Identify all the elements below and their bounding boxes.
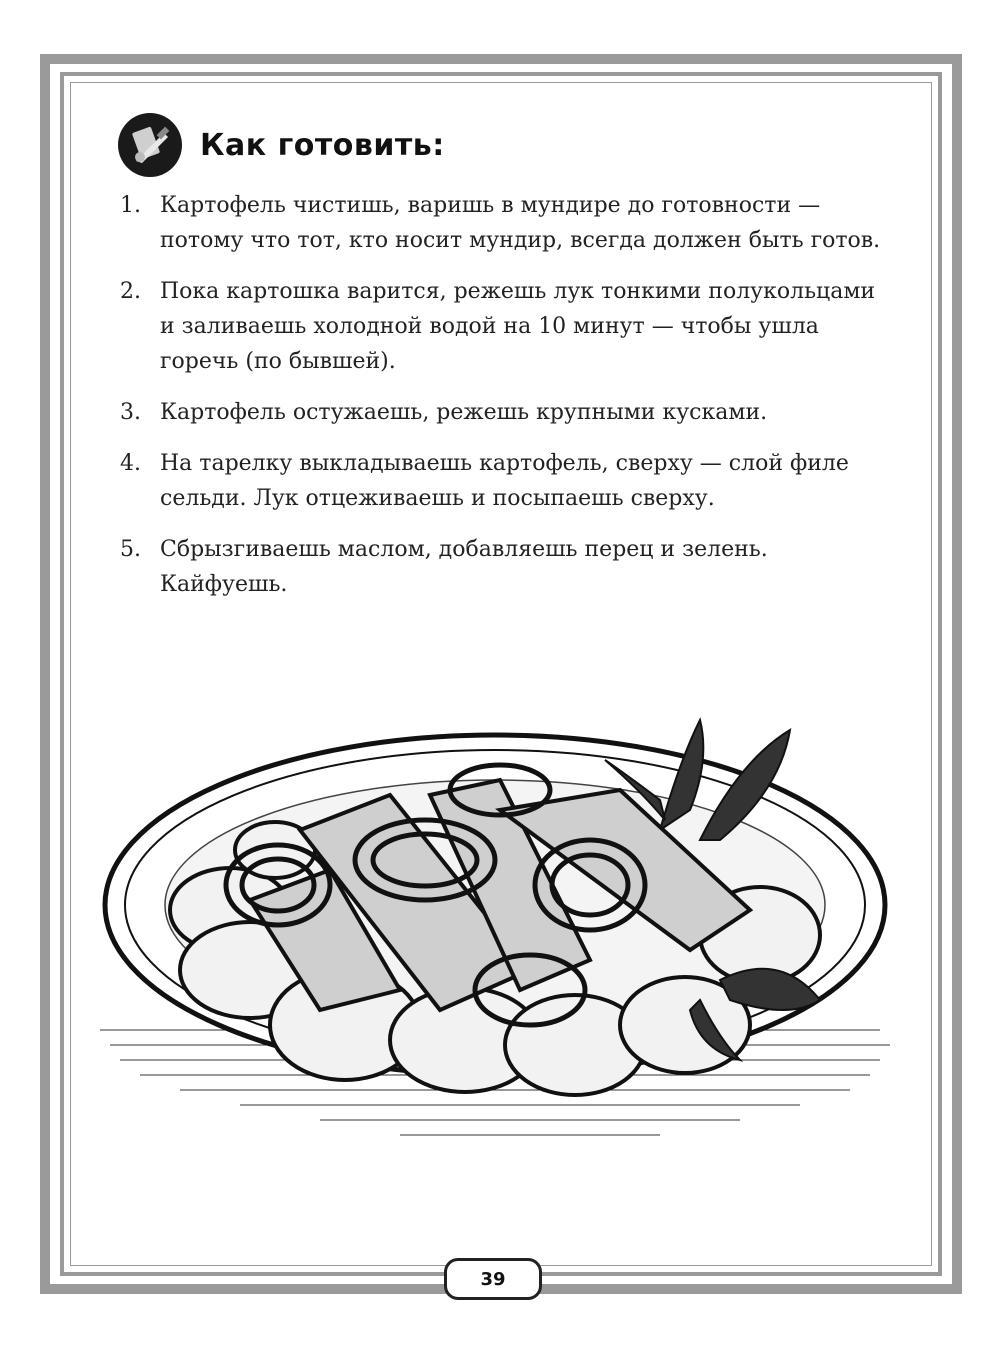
- list-item: [120, 395, 890, 430]
- step-text: Сбрызгиваешь маслом, добавляешь перец и зелень. Кайфуешь.: [160, 537, 768, 597]
- knife-chef-icon: [118, 113, 182, 177]
- step-number: 1.: [120, 193, 141, 218]
- list-item: [120, 188, 890, 258]
- list-item: [120, 446, 890, 516]
- page-title: Как готовить:: [200, 127, 445, 163]
- step-text: Картофель остужаешь, режешь крупными кусками.: [160, 400, 768, 425]
- step-number: 4.: [120, 451, 141, 476]
- list-item: [120, 532, 890, 602]
- recipe-steps: [120, 188, 890, 618]
- page-number: 39: [444, 1258, 542, 1300]
- step-text: На тарелку выкладываешь картофель, сверху — слой филе сельди. Лук отцеживаешь и посыпаешь сверху.: [160, 451, 849, 511]
- step-number: 2.: [120, 279, 141, 304]
- step-text: Картофель чистишь, варишь в мундире до готовности — потому что тот, кто носит мундир, всегда должен быть готов.: [160, 193, 881, 253]
- step-number: 3.: [120, 400, 141, 425]
- list-item: [120, 274, 890, 379]
- step-text: Пока картошка варится, режешь лук тонкими полукольцами и заливаешь холодной водой на 10 минут — чтобы ушла горечь (по бывшей).: [160, 279, 876, 374]
- step-number: 5.: [120, 537, 141, 562]
- section-heading: [118, 110, 445, 180]
- herring-dish-illustration: [100, 700, 900, 1170]
